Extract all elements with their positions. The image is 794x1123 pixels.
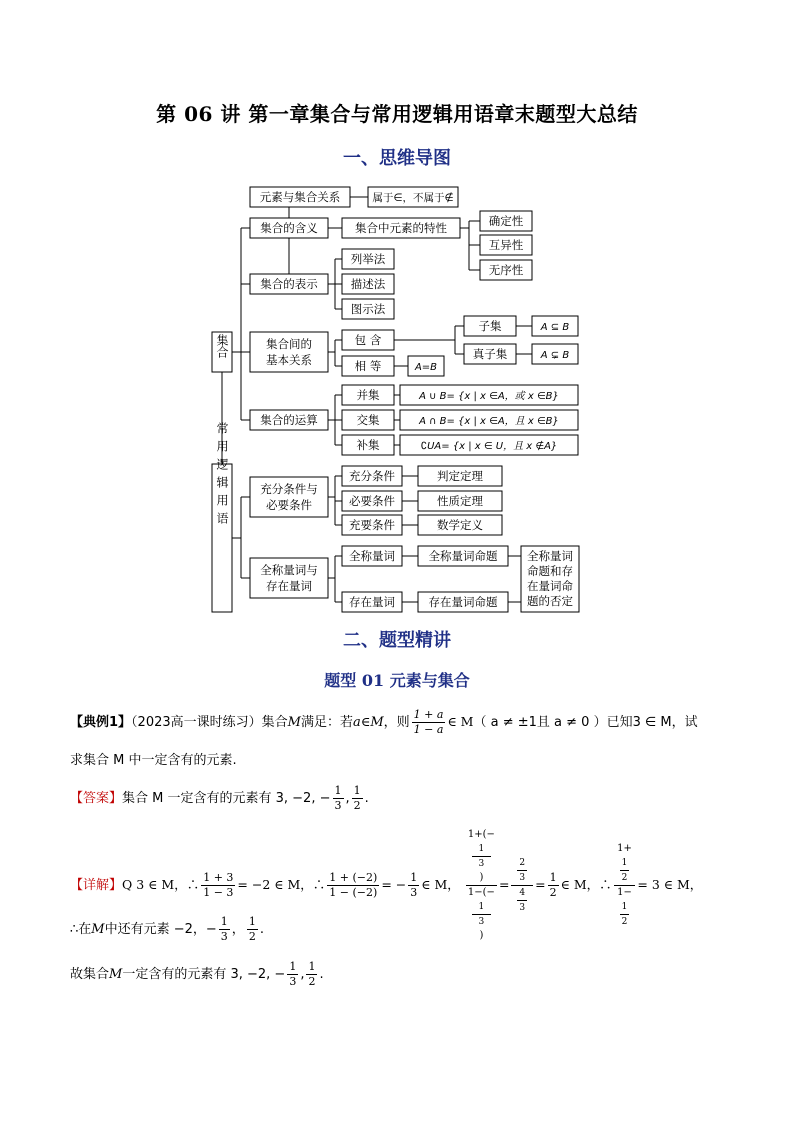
svg-text:集合的表示: 集合的表示 [260, 277, 318, 291]
svg-text:必要条件: 必要条件 [266, 498, 312, 512]
svg-text:∁UA= {x | x ∈ U，且 x ∉A}: ∁UA= {x | x ∈ U，且 x ∉A} [420, 441, 558, 452]
section-heading-mindmap: 一、思维导图 [343, 148, 451, 169]
conclusion-line-2: 故集合M一定含有的元素有 3, −2, − $\frac{1}{3}$ , $\frac{1}{2}$ . [70, 960, 324, 988]
example-line-2: 求集合 M 中一定含有的元素. [70, 753, 237, 768]
svg-text:互异性: 互异性 [488, 238, 524, 252]
svg-text:相 等: 相 等 [354, 359, 382, 373]
svg-text:描述法: 描述法 [350, 277, 386, 291]
svg-text:判定定理: 判定定理 [437, 469, 483, 483]
answer-line: 【答案】集合 M 一定含有的元素有 3, −2, − $\frac{1}{3}$ , $\frac{1}{2}$ . [70, 784, 369, 812]
answer-tag: 【答案】 [70, 791, 123, 806]
svg-text:题的否定: 题的否定 [527, 594, 573, 608]
svg-text:集合间的: 集合间的 [266, 337, 312, 351]
svg-text:列举法: 列举法 [350, 252, 386, 266]
svg-text:A=B: A=B [414, 362, 438, 373]
svg-text:集合的含义: 集合的含义 [260, 221, 318, 235]
svg-text:充分条件: 充分条件 [349, 469, 395, 483]
svg-text:集合的运算: 集合的运算 [260, 413, 318, 427]
page-title: 第 06 讲 第一章集合与常用逻辑用语章末题型大总结 [156, 102, 638, 126]
svg-text:命题和存: 命题和存 [527, 564, 573, 578]
svg-text:交集: 交集 [356, 413, 380, 427]
detail-tag: 【详解】 [70, 878, 123, 893]
fraction: $\frac{1 + a}{1 - a}$ [413, 708, 444, 736]
svg-text:在量词命: 在量词命 [527, 579, 573, 593]
svg-text:元素与集合关系: 元素与集合关系 [259, 190, 341, 204]
svg-text:A ⊆ B: A ⊆ B [540, 322, 570, 333]
subsection-heading: 题型 01 元素与集合 [324, 671, 470, 690]
svg-text:属于∈，不属于∉: 属于∈，不属于∉ [372, 192, 454, 204]
svg-text:真子集: 真子集 [472, 347, 508, 361]
example-tag: 【典例1】 [70, 715, 132, 730]
svg-text:全称量词命题: 全称量词命题 [428, 549, 498, 563]
svg-text:A ⊊ B: A ⊊ B [540, 350, 570, 361]
root-label-set: 集合 [215, 334, 229, 358]
example-line-1: 【典例1】（2023高一课时练习）集合M满足：若a∈M，则 $\frac{1 + a}{1 - a}$ ∈ M（ a ≠ ±1且 a ≠ 0 ）已知3 ∈ M，试 [70, 708, 698, 736]
detail-line: 【详解】Q 3 ∈ M，∴ $\frac{1 + 3}{1 - 3}$ = −2 ∈ M，∴ $\frac{1 + (-2)}{1 - (-2)}$ = − $\frac{1}{3}$ ∈ M， 1+(− 1 3 ) 1−(− 1 3 ) = 2 3 4 3 = $\frac{1}{2}$ ∈ M，∴ 1+ 1 2 1− 1 2 = 3 ∈ M， [70, 829, 703, 941]
svg-text:数学定义: 数学定义 [437, 518, 483, 532]
svg-text:A ∩ B= {x | x ∈A，且 x ∈B}: A ∩ B= {x | x ∈A，且 x ∈B} [419, 416, 559, 427]
svg-text:A ∪ B= {x | x ∈A，或 x ∈B}: A ∪ B= {x | x ∈A，或 x ∈B} [419, 391, 559, 402]
svg-text:确定性: 确定性 [488, 214, 524, 228]
svg-text:必要条件: 必要条件 [349, 494, 395, 508]
svg-text:存在量词: 存在量词 [349, 595, 395, 609]
svg-text:包 含: 包 含 [354, 333, 382, 347]
svg-text:基本关系: 基本关系 [266, 353, 312, 367]
root-label-logic: 常用逻辑用语 [215, 422, 229, 530]
svg-text:性质定理: 性质定理 [437, 494, 483, 508]
svg-text:补集: 补集 [356, 438, 380, 452]
svg-text:集合中元素的特性: 集合中元素的特性 [355, 221, 447, 235]
svg-text:充分条件与: 充分条件与 [260, 482, 318, 496]
svg-text:充要条件: 充要条件 [349, 518, 395, 532]
conclusion-line-1: ∴在M中还有元素 −2，− $\frac{1}{3}$ ， $\frac{1}{2}$ . [70, 915, 264, 943]
svg-text:存在量词: 存在量词 [266, 579, 312, 593]
svg-text:全称量词: 全称量词 [349, 549, 395, 563]
svg-text:无序性: 无序性 [488, 263, 524, 277]
svg-text:存在量词命题: 存在量词命题 [428, 595, 498, 609]
svg-text:并集: 并集 [356, 388, 380, 402]
mind-map [205, 180, 595, 620]
section-heading-types: 二、题型精讲 [343, 630, 451, 651]
svg-text:全称量词与: 全称量词与 [260, 563, 318, 577]
svg-text:子集: 子集 [478, 319, 502, 333]
svg-text:图示法: 图示法 [350, 302, 386, 316]
svg-text:全称量词: 全称量词 [527, 549, 573, 563]
